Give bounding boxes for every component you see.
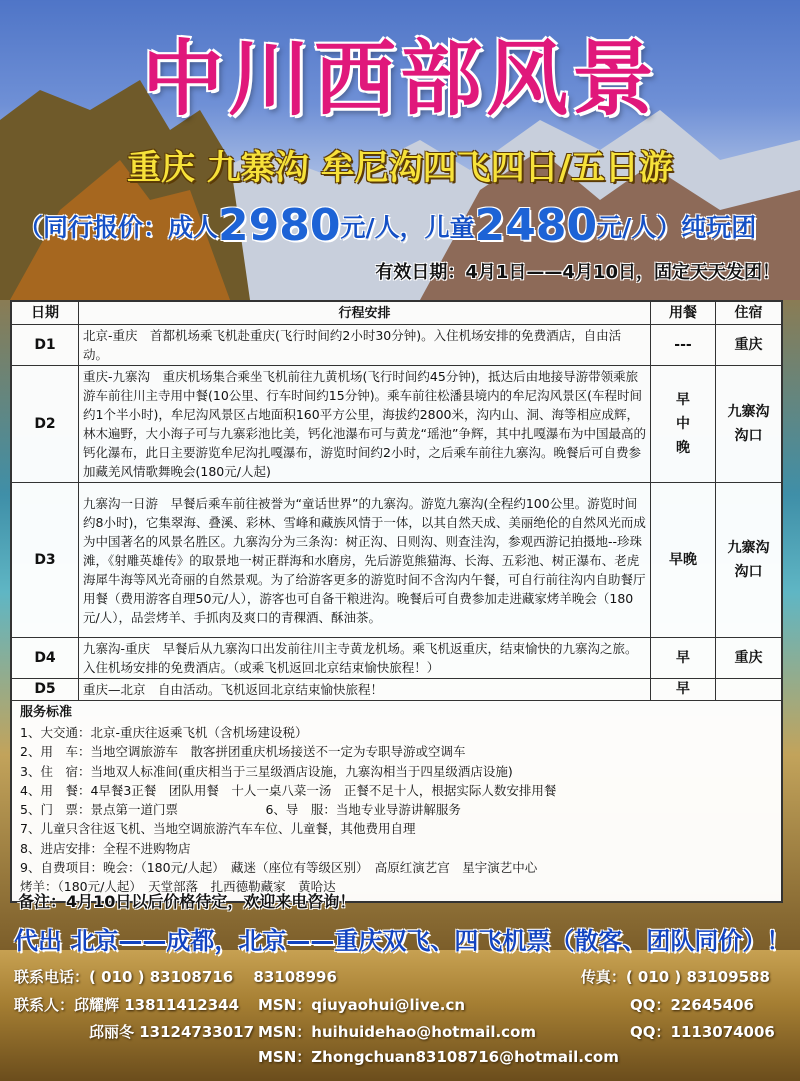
stay-cell: 九寨沟沟口	[727, 540, 770, 580]
schedule-cell: 九寨沟-重庆 早餐后从九寨沟口出发前往川主寺黄龙机场。乘飞机返重庆，结束愉快的九寨沟之旅。入住机场安排的免费酒店。（或乘飞机返回北京结束愉快旅程！）	[79, 638, 651, 679]
service-item: 5、门 票：景点第一道门票 6、导 服：当地专业导游讲解服务	[20, 802, 461, 818]
service-item: 烤羊：（180元/人起） 天堂部落 扎西德勒藏家 黄哈达	[20, 879, 336, 895]
header-schedule: 行程安排	[79, 302, 651, 325]
service-item: 2、用 车：当地空调旅游车 散客拼团重庆机场接送不一定为专职导游或空调车	[20, 744, 466, 760]
meal-cell: 早晚	[651, 483, 716, 638]
meal-cell: 早中晚	[675, 392, 690, 456]
day-cell: D3	[12, 483, 79, 638]
contact-qq-1: QQ：22645406	[630, 996, 754, 1014]
contact-person-1: 联系人：邱耀辉 13811412344	[14, 996, 240, 1014]
contact-person-2: 邱丽冬 13124733017	[89, 1023, 255, 1041]
service-item: 9、自费项目：晚会：（180元/人起） 藏迷（座位有等级区别） 高原红演艺宫 星宇演艺中心	[20, 860, 538, 876]
price-prefix: （同行报价：成人	[18, 213, 219, 242]
header-meal: 用餐	[651, 302, 716, 325]
tour-subtitle: 重庆 九寨沟 牟尼沟四飞四日/五日游	[126, 148, 674, 188]
schedule-cell: 重庆-九寨沟 重庆机场集合乘坐飞机前往九黄机场(飞行时间约45分钟)，抵达后由地接导游带领乘旅游车前往川主寺用中餐(10公里、行车时间约15分钟)。乘车前往松潘县境内的牟尼沟风景区(车程时间约1个半小时)，牟尼沟风景区占地面积160平方公里，海拔约2800米，沟内山、洞、海等相应成辉，林木遍野，大小海子可与九寨彩池比美，钙化池瀑布可与黄龙“瑶池”争辉，其中扎嘎瀑布为中国最高的钙化瀑布，此日主要游览牟尼沟扎嘎瀑布，游览时间约2小时，之后乘车前往九寨沟。晚餐后可自费参加藏羌风情歌舞晚会(180元/人起)	[79, 366, 651, 483]
stay-cell	[716, 679, 782, 701]
day-cell: D1	[12, 325, 79, 366]
service-item: 4、用 餐：4早餐3正餐 团队用餐 十人一桌八菜一汤 正餐不足十人，根据实际人数安排用餐	[20, 782, 557, 798]
meal-cell: ---	[651, 325, 716, 366]
services-title: 服务标准	[20, 705, 73, 720]
price-adult: 2980	[218, 200, 341, 251]
contact-msn-1: MSN：qiuyaohui@live.cn	[258, 996, 466, 1014]
table-row	[12, 366, 782, 483]
meal-cell: 早	[651, 679, 716, 701]
table-row	[12, 679, 782, 701]
price-child: 2480	[474, 200, 598, 251]
service-item: 3、住 宿：当地双人标准间(重庆相当于三星级酒店设施，九寨沟相当于四星级酒店设施)	[20, 763, 513, 779]
price-note: 备注：4月10日以后价格待定，欢迎来电咨询！	[18, 892, 356, 911]
day-cell: D4	[12, 638, 79, 679]
services-row	[12, 701, 782, 902]
stay-cell: 重庆	[716, 638, 782, 679]
contact-fax: 传真：( 010 ) 83109588	[580, 968, 770, 986]
service-item: 1、大交通：北京-重庆往返乘飞机（含机场建设税）	[20, 725, 308, 740]
header-stay: 住宿	[716, 302, 782, 325]
contact-qq-2: QQ：1113074006	[630, 1023, 775, 1041]
stay-cell: 重庆	[716, 325, 782, 366]
contact-phone: 联系电话：( 010 ) 83108716 83108996	[14, 968, 337, 986]
stay-cell: 九寨沟沟口	[727, 404, 770, 444]
itinerary-table	[10, 300, 783, 903]
price-suffix: 元/人）纯玩团	[597, 213, 757, 242]
header-day: 日期	[12, 302, 79, 325]
schedule-cell: 重庆—北京 自由活动。飞机返回北京结束愉快旅程！	[79, 679, 651, 701]
table-row	[12, 325, 782, 366]
contact-msn-3: MSN：Zhongchuan83108716@hotmail.com	[258, 1048, 619, 1066]
poster-title: 中川西部风景	[141, 32, 658, 127]
schedule-cell: 九寨沟一日游 早餐后乘车前往被誉为“童话世界”的九寨沟。游览九寨沟(全程约100公里。游览时间约8小时)，它集翠海、叠溪、彩林、雪峰和藏族风情于一体，以其自然天成、美丽绝伦的自然风光而成为中国著名的风景名胜区。九寨沟分为三条沟：树正沟、日则沟、则查洼沟，参观西游记拍摄地--珍珠滩，《射雕英雄传》的取景地一树正群海和水磨房，先后游览熊猫海、长海、五彩池、树正瀑布、老虎海犀牛海等风光奇丽的自然景观。为了给游客更多的游览时间不含沟内午餐，可自行前往沟内自助餐厅用餐（费用游客自理50元/人），游客也可自备干粮进沟。晚餐后可自费参加走进藏家烤羊晚会（180元/人），品尝烤羊、手抓肉及爽口的青稞酒、酥油茶。	[79, 483, 651, 638]
table-header-row	[12, 302, 782, 325]
table-row	[12, 638, 782, 679]
services-cell	[12, 701, 782, 902]
service-item: 8、进店安排：全程不进购物店	[20, 840, 191, 856]
contact-msn-2: MSN：huihuidehao@hotmail.com	[258, 1023, 537, 1041]
service-item: 7、儿童只含往返飞机、当地空调旅游汽车车位、儿童餐，其他费用自理	[20, 821, 416, 837]
schedule-cell: 北京-重庆 首都机场乘飞机赴重庆(飞行时间约2小时30分钟)。入住机场安排的免费酒店，自由活动。	[79, 325, 651, 366]
price-line	[18, 200, 798, 251]
validity-date: 有效日期：4月1日——4月10日，固定天天发团！	[375, 262, 780, 283]
day-cell: D5	[12, 679, 79, 701]
table-row	[12, 483, 782, 638]
price-mid: 元/人，儿童	[340, 213, 475, 242]
meal-cell: 早	[651, 638, 716, 679]
ticket-banner: 代出 北京——成都，北京——重庆双飞、四飞机票（散客、团队同价）！	[14, 927, 791, 955]
day-cell: D2	[12, 366, 79, 483]
